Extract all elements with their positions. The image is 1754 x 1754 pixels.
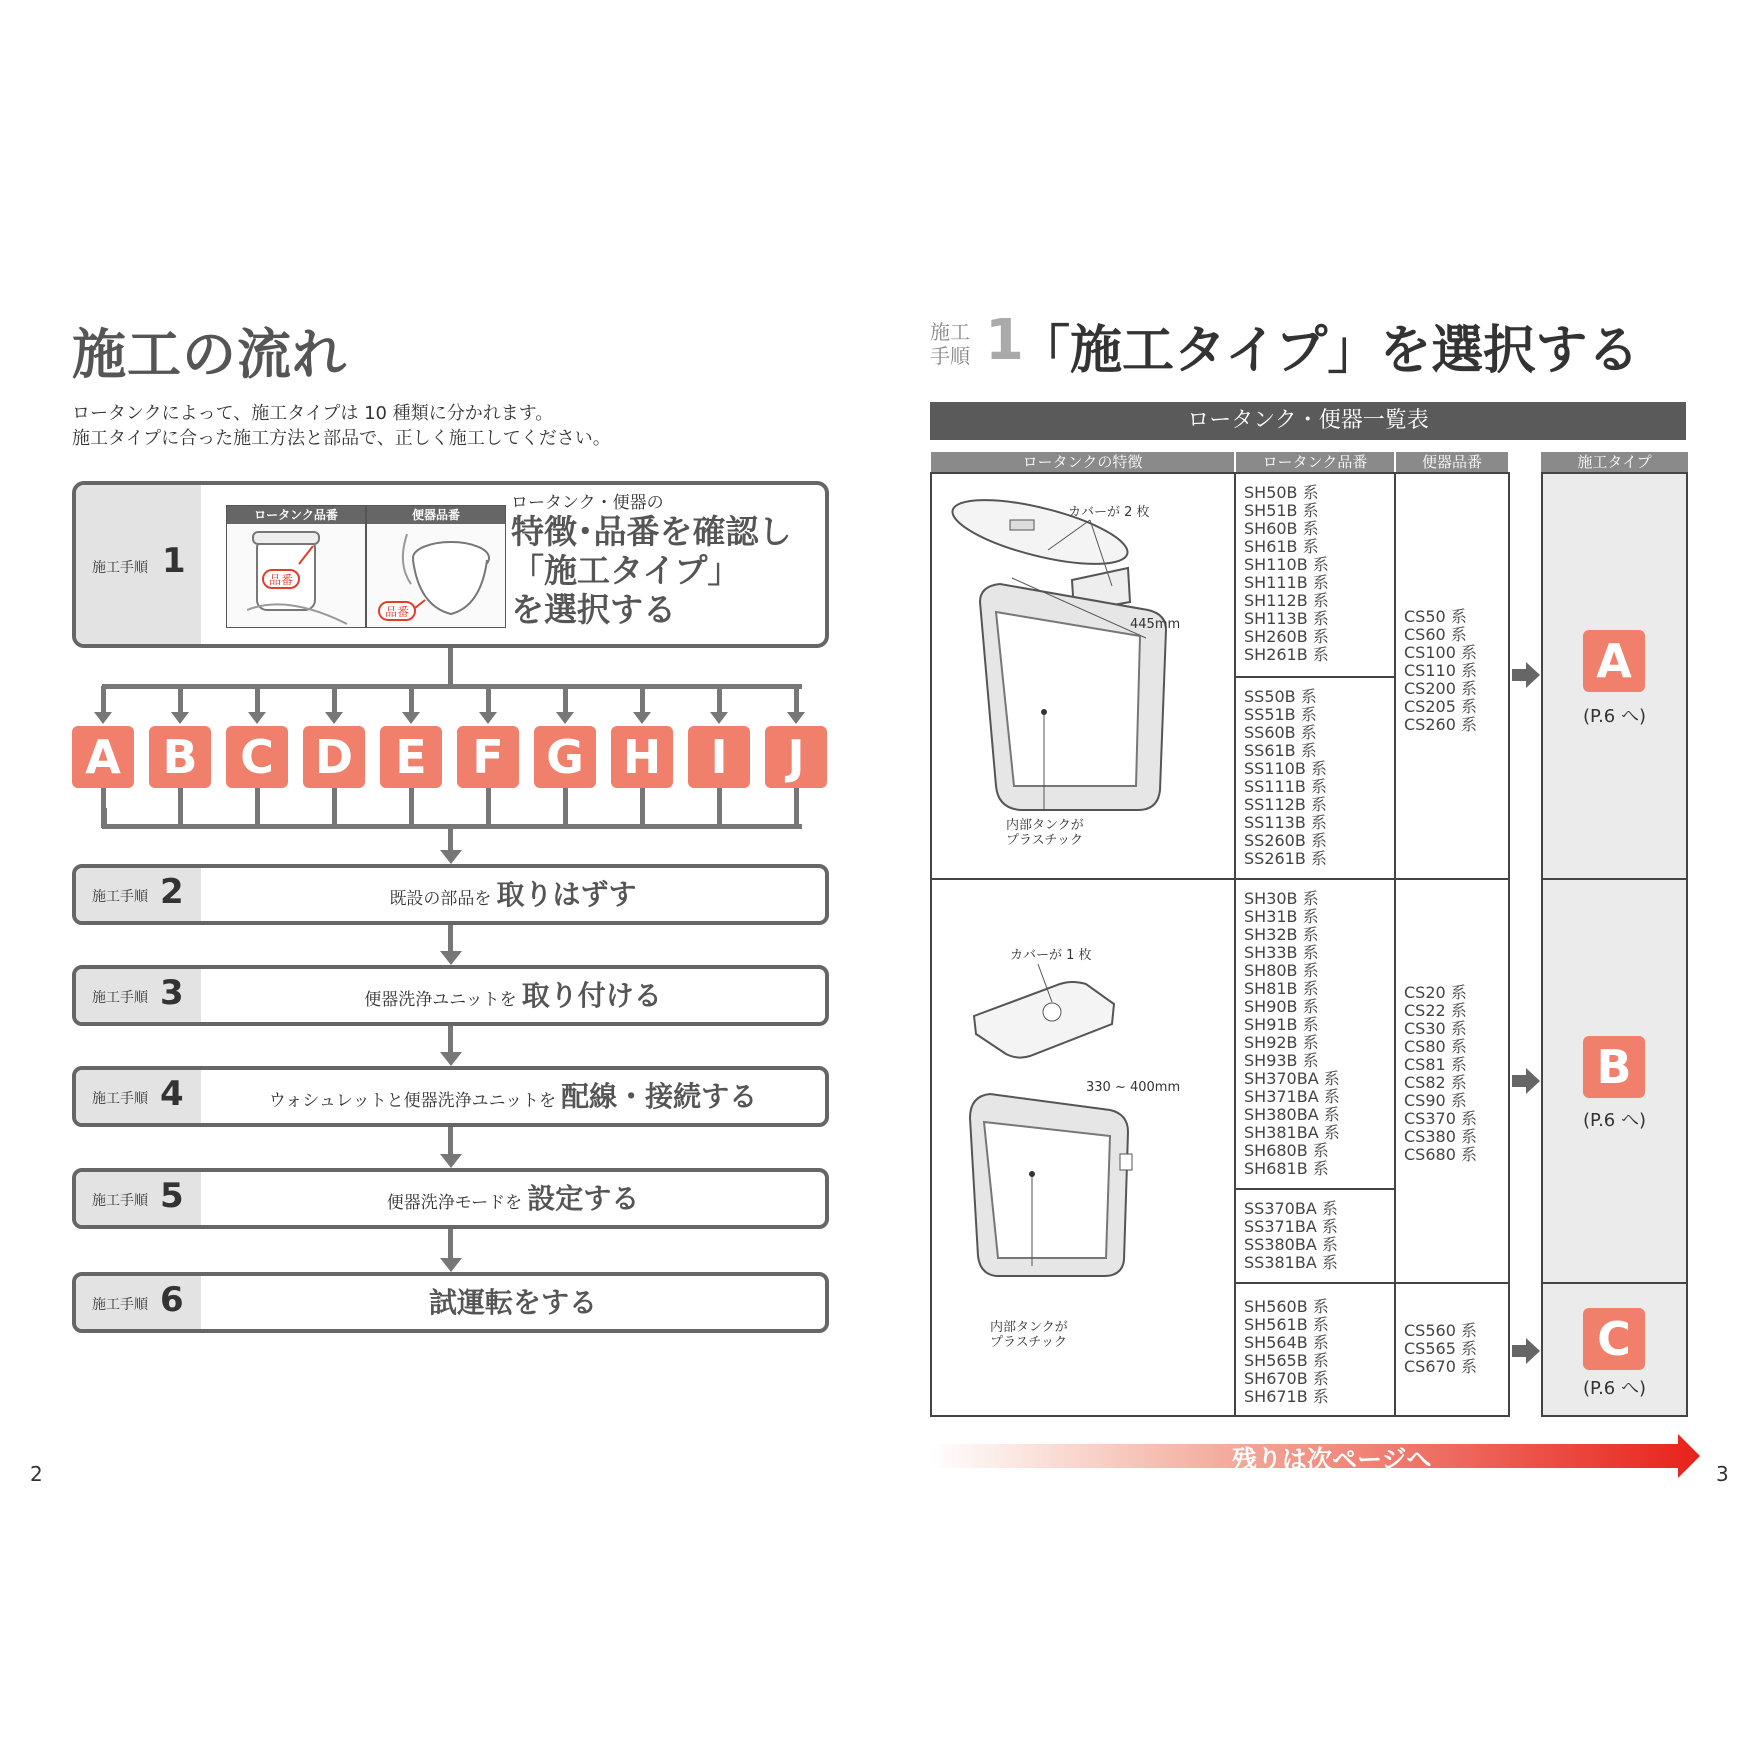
step-5-small: 便器洗浄モードを bbox=[386, 1193, 523, 1213]
code-item: SH30B 系 bbox=[1244, 889, 1319, 908]
step-3-small: 便器洗浄ユニットを bbox=[364, 990, 517, 1010]
merge-line bbox=[563, 788, 568, 828]
merge-line bbox=[178, 788, 183, 828]
code-item: CS110 系 bbox=[1404, 661, 1477, 680]
page-number-left: 2 bbox=[30, 1462, 43, 1486]
arrow-down-icon bbox=[402, 712, 420, 724]
code-item: SH60B 系 bbox=[1244, 519, 1319, 538]
merge-line bbox=[332, 788, 337, 828]
code-item: SH31B 系 bbox=[1244, 907, 1319, 926]
drop-line bbox=[409, 686, 414, 714]
tag-label: 品番 bbox=[268, 573, 294, 587]
code-item: SS260B 系 bbox=[1244, 831, 1327, 850]
code-item: SH260B 系 bbox=[1244, 627, 1329, 646]
code-item: SH50B 系 bbox=[1244, 483, 1319, 502]
arrow-down-icon bbox=[787, 712, 805, 724]
merge-line bbox=[717, 788, 722, 828]
code-item: SH110B 系 bbox=[1244, 555, 1329, 574]
inner-note-2-line-1: 内部タンクが bbox=[990, 1320, 1068, 1335]
code-item: SS381BA 系 bbox=[1244, 1253, 1338, 1272]
bowl-list-group-1 bbox=[1404, 608, 1477, 734]
col-divider bbox=[1234, 472, 1236, 1417]
code-item: CS205 系 bbox=[1404, 697, 1477, 716]
arrow-down-icon bbox=[440, 1052, 462, 1066]
inner-note-1-line-1: 内部タンクが bbox=[1006, 818, 1084, 833]
code-item: CS560 系 bbox=[1404, 1321, 1477, 1340]
step-number: 4 bbox=[160, 1074, 184, 1114]
code-item: SH90B 系 bbox=[1244, 997, 1319, 1016]
code-item: SS111B 系 bbox=[1244, 777, 1327, 796]
code-item: SH93B 系 bbox=[1244, 1051, 1319, 1070]
type-letter-d: D bbox=[303, 726, 365, 788]
intro-text bbox=[72, 401, 611, 451]
code-item: CS20 系 bbox=[1404, 983, 1467, 1002]
code-item: SH113B 系 bbox=[1244, 609, 1329, 628]
code-item: SS370BA 系 bbox=[1244, 1199, 1338, 1218]
tank-illustration-group-1 bbox=[940, 490, 1230, 870]
bowl-photo bbox=[366, 505, 506, 628]
code-item: SH33B 系 bbox=[1244, 943, 1319, 962]
step-2-small: 既設の部品を bbox=[389, 889, 492, 909]
arrow-down-icon bbox=[94, 712, 112, 724]
type-letter-g: G bbox=[534, 726, 596, 788]
arrow-down-icon bbox=[440, 951, 462, 965]
step-4-small: ウォシュレットと便器洗浄ユニットを bbox=[268, 1091, 557, 1111]
merge-line bbox=[101, 788, 106, 828]
code-item: SH32B 系 bbox=[1244, 925, 1319, 944]
intro-line-1: ロータンクによって、施工タイプは 10 種類に分かれます。 bbox=[72, 403, 554, 424]
inner-note-1-line-2: プラスチック bbox=[1006, 833, 1083, 848]
arrow-down-icon bbox=[633, 712, 651, 724]
type-ref-a: (P.6 へ) bbox=[1583, 706, 1646, 727]
code-item: SH670B 系 bbox=[1244, 1369, 1329, 1388]
type-divider bbox=[1541, 1282, 1688, 1284]
heading-title: 「施工タイプ」を選択する bbox=[1018, 321, 1640, 381]
table-banner: ロータンク・便器一覧表 bbox=[930, 402, 1686, 440]
type-badge-b: B bbox=[1583, 1036, 1645, 1098]
step-label: 施工手順 bbox=[92, 1091, 148, 1107]
type-letter-a: A bbox=[72, 726, 134, 788]
step-connector bbox=[448, 1026, 453, 1054]
code-item: SH261B 系 bbox=[1244, 645, 1329, 664]
tank-illustration bbox=[227, 524, 365, 628]
code-item: SH371BA 系 bbox=[1244, 1087, 1340, 1106]
type-column bbox=[1541, 472, 1688, 1417]
bowl-illustration bbox=[367, 524, 505, 628]
tank-list-group-2b bbox=[1244, 1200, 1338, 1272]
step-connector bbox=[448, 1229, 453, 1260]
code-item: SH381BA 系 bbox=[1244, 1123, 1340, 1142]
step-2-box bbox=[72, 864, 829, 925]
heading-step-label-1: 施工 bbox=[930, 320, 970, 344]
inner-note-2 bbox=[990, 1320, 1068, 1350]
code-item: CS82 系 bbox=[1404, 1073, 1467, 1092]
arrow-down-icon bbox=[248, 712, 266, 724]
arrow-down-icon bbox=[710, 712, 728, 724]
type-badge-c: C bbox=[1583, 1308, 1645, 1370]
tank-list-group-1a bbox=[1244, 484, 1329, 664]
step-3-box bbox=[72, 965, 829, 1026]
step-1-label-area bbox=[76, 485, 201, 644]
page-title: 施工の流れ bbox=[72, 323, 347, 386]
arrow-down-icon bbox=[440, 1258, 462, 1272]
code-item: CS80 系 bbox=[1404, 1037, 1467, 1056]
type-ref-b: (P.6 へ) bbox=[1583, 1110, 1646, 1131]
distribution-bar bbox=[102, 684, 802, 689]
drop-line bbox=[563, 686, 568, 714]
step-number: 1 bbox=[162, 541, 186, 581]
code-item: CS100 系 bbox=[1404, 643, 1477, 662]
step-connector bbox=[448, 826, 453, 852]
step-label: 施工手順 bbox=[92, 1297, 148, 1313]
code-item: CS200 系 bbox=[1404, 679, 1477, 698]
bowl-photo-header: 便器品番 bbox=[367, 506, 505, 524]
code-item: SH565B 系 bbox=[1244, 1351, 1329, 1370]
tank-list-group-2a bbox=[1244, 890, 1340, 1178]
code-item: SS50B 系 bbox=[1244, 687, 1317, 706]
tank-illustration-group-2 bbox=[940, 930, 1230, 1280]
heading-step-number: 1 bbox=[985, 308, 1024, 373]
code-item: SH91B 系 bbox=[1244, 1015, 1319, 1034]
step-label: 施工手順 bbox=[92, 889, 148, 905]
step-5-main: 設定する bbox=[527, 1182, 640, 1215]
type-badge-a: A bbox=[1583, 630, 1645, 692]
merge-line bbox=[486, 788, 491, 828]
code-item: SH564B 系 bbox=[1244, 1333, 1329, 1352]
type-letter-e: E bbox=[380, 726, 442, 788]
drop-line bbox=[717, 686, 722, 714]
code-item: SS261B 系 bbox=[1244, 849, 1327, 868]
step-2-main: 取りはずす bbox=[496, 878, 637, 911]
sub-divider bbox=[1236, 1188, 1394, 1190]
header-feature: ロータンクの特徴 bbox=[931, 452, 1234, 472]
code-item: CS670 系 bbox=[1404, 1357, 1477, 1376]
code-item: SH681B 系 bbox=[1244, 1159, 1329, 1178]
step-1-main-line-3: を選択する bbox=[511, 590, 676, 629]
code-item: CS90 系 bbox=[1404, 1091, 1467, 1110]
step-connector bbox=[448, 1127, 453, 1156]
code-item: SS60B 系 bbox=[1244, 723, 1317, 742]
drop-line bbox=[332, 686, 337, 714]
arrow-down-icon bbox=[171, 712, 189, 724]
bowl-list-group-2 bbox=[1404, 984, 1477, 1164]
page-number-right: 3 bbox=[1716, 1462, 1729, 1486]
code-item: SS61B 系 bbox=[1244, 741, 1317, 760]
step-1-small-text: ロータンク・便器の bbox=[511, 493, 664, 513]
step-label: 施工手順 bbox=[92, 1193, 148, 1209]
drop-line bbox=[178, 686, 183, 714]
header-tank: ロータンク品番 bbox=[1236, 452, 1394, 472]
type-letter-h: H bbox=[611, 726, 673, 788]
code-item: SS113B 系 bbox=[1244, 813, 1327, 832]
arrow-right-icon bbox=[1512, 660, 1542, 690]
step-6-box bbox=[72, 1272, 829, 1333]
tank-list-group-3 bbox=[1244, 1298, 1329, 1406]
sub-divider bbox=[1236, 676, 1394, 678]
dimension-1: 445mm bbox=[1130, 617, 1181, 632]
drop-line bbox=[640, 686, 645, 714]
code-item: CS60 系 bbox=[1404, 625, 1467, 644]
type-letter-j: J bbox=[765, 726, 827, 788]
code-item: CS22 系 bbox=[1404, 1001, 1467, 1020]
connector bbox=[448, 648, 453, 686]
step-1-main-line-2: 「施工タイプ」 bbox=[511, 551, 741, 590]
step-number: 5 bbox=[160, 1176, 184, 1216]
arrow-down-icon bbox=[556, 712, 574, 724]
code-item: SS51B 系 bbox=[1244, 705, 1317, 724]
code-item: CS30 系 bbox=[1404, 1019, 1467, 1038]
tank-photo bbox=[226, 505, 366, 628]
row-divider bbox=[930, 878, 1510, 880]
code-item: CS565 系 bbox=[1404, 1339, 1477, 1358]
step-number: 3 bbox=[160, 973, 184, 1013]
step-number: 2 bbox=[160, 872, 184, 912]
bowl-list-group-3 bbox=[1404, 1322, 1477, 1376]
code-item: SH61B 系 bbox=[1244, 537, 1319, 556]
dimension-2: 330 ~ 400mm bbox=[1086, 1080, 1181, 1095]
arrow-down-icon bbox=[440, 1154, 462, 1168]
step-label: 施工手順 bbox=[92, 560, 148, 576]
code-item: SH111B 系 bbox=[1244, 573, 1329, 592]
step-1-main-line-1: 特徴･品番を確認し bbox=[511, 512, 792, 551]
code-item: SH671B 系 bbox=[1244, 1387, 1329, 1406]
code-item: SH560B 系 bbox=[1244, 1297, 1329, 1316]
drop-line bbox=[794, 686, 799, 714]
code-item: SH80B 系 bbox=[1244, 961, 1319, 980]
arrow-down-icon bbox=[325, 712, 343, 724]
step-label: 施工手順 bbox=[92, 990, 148, 1006]
type-letter-i: I bbox=[688, 726, 750, 788]
cover-note-2: カバーが 1 枚 bbox=[1010, 948, 1092, 963]
code-item: SH380BA 系 bbox=[1244, 1105, 1340, 1124]
tank-photo-header: ロータンク品番 bbox=[227, 506, 365, 524]
type-letter-c: C bbox=[226, 726, 288, 788]
step-connector bbox=[448, 925, 453, 953]
code-item: SS110B 系 bbox=[1244, 759, 1327, 778]
tank-list-group-1b bbox=[1244, 688, 1327, 868]
code-item: CS81 系 bbox=[1404, 1055, 1467, 1074]
code-item: SH370BA 系 bbox=[1244, 1069, 1340, 1088]
code-item: SH51B 系 bbox=[1244, 501, 1319, 520]
intro-line-2: 施工タイプに合った施工方法と部品で、正しく施工してください。 bbox=[72, 428, 611, 449]
merge-line bbox=[255, 788, 260, 828]
type-letter-b: B bbox=[149, 726, 211, 788]
code-item: CS370 系 bbox=[1404, 1109, 1477, 1128]
code-item: SH92B 系 bbox=[1244, 1033, 1319, 1052]
code-item: SS380BA 系 bbox=[1244, 1235, 1338, 1254]
drop-line bbox=[486, 686, 491, 714]
code-item: SH112B 系 bbox=[1244, 591, 1329, 610]
step-6-main: 試運転をする bbox=[428, 1286, 597, 1319]
cover-note-1: カバーが 2 枚 bbox=[1068, 505, 1150, 520]
type-divider bbox=[1541, 878, 1688, 880]
code-item: CS260 系 bbox=[1404, 715, 1477, 734]
heading-step-label bbox=[930, 320, 970, 368]
row-divider bbox=[1234, 1282, 1510, 1284]
type-letter-f: F bbox=[457, 726, 519, 788]
inner-note-1 bbox=[1006, 818, 1084, 848]
step-4-main: 配線・接続する bbox=[561, 1080, 758, 1113]
drop-line bbox=[255, 686, 260, 714]
arrow-right-icon bbox=[1512, 1066, 1542, 1096]
code-item: CS380 系 bbox=[1404, 1127, 1477, 1146]
code-item: CS50 系 bbox=[1404, 607, 1467, 626]
code-item: SS371BA 系 bbox=[1244, 1217, 1338, 1236]
code-item: CS680 系 bbox=[1404, 1145, 1477, 1164]
step-4-box bbox=[72, 1066, 829, 1127]
merge-line bbox=[794, 788, 799, 828]
step-3-main: 取り付ける bbox=[521, 979, 662, 1012]
step-1-main-text bbox=[511, 512, 792, 629]
step-5-box bbox=[72, 1168, 829, 1229]
merge-line bbox=[409, 788, 414, 828]
code-item: SS112B 系 bbox=[1244, 795, 1327, 814]
inner-note-2-line-2: プラスチック bbox=[990, 1335, 1067, 1350]
header-type: 施工タイプ bbox=[1541, 452, 1688, 472]
type-ref-c: (P.6 へ) bbox=[1583, 1378, 1646, 1399]
arrow-right-icon bbox=[1512, 1336, 1542, 1366]
col-divider bbox=[1394, 472, 1396, 1417]
heading-step-label-2: 手順 bbox=[930, 344, 970, 368]
code-item: SH680B 系 bbox=[1244, 1141, 1329, 1160]
step-number: 6 bbox=[160, 1280, 184, 1320]
merge-line bbox=[640, 788, 645, 828]
arrow-down-icon bbox=[479, 712, 497, 724]
tag-label: 品番 bbox=[384, 605, 410, 619]
drop-line bbox=[101, 686, 106, 714]
arrow-down-icon bbox=[440, 850, 462, 864]
code-item: SH561B 系 bbox=[1244, 1315, 1329, 1334]
code-item: SH81B 系 bbox=[1244, 979, 1319, 998]
next-page-text[interactable]: 残りは次ページへ bbox=[1232, 1445, 1432, 1474]
header-bowl: 便器品番 bbox=[1396, 452, 1508, 472]
